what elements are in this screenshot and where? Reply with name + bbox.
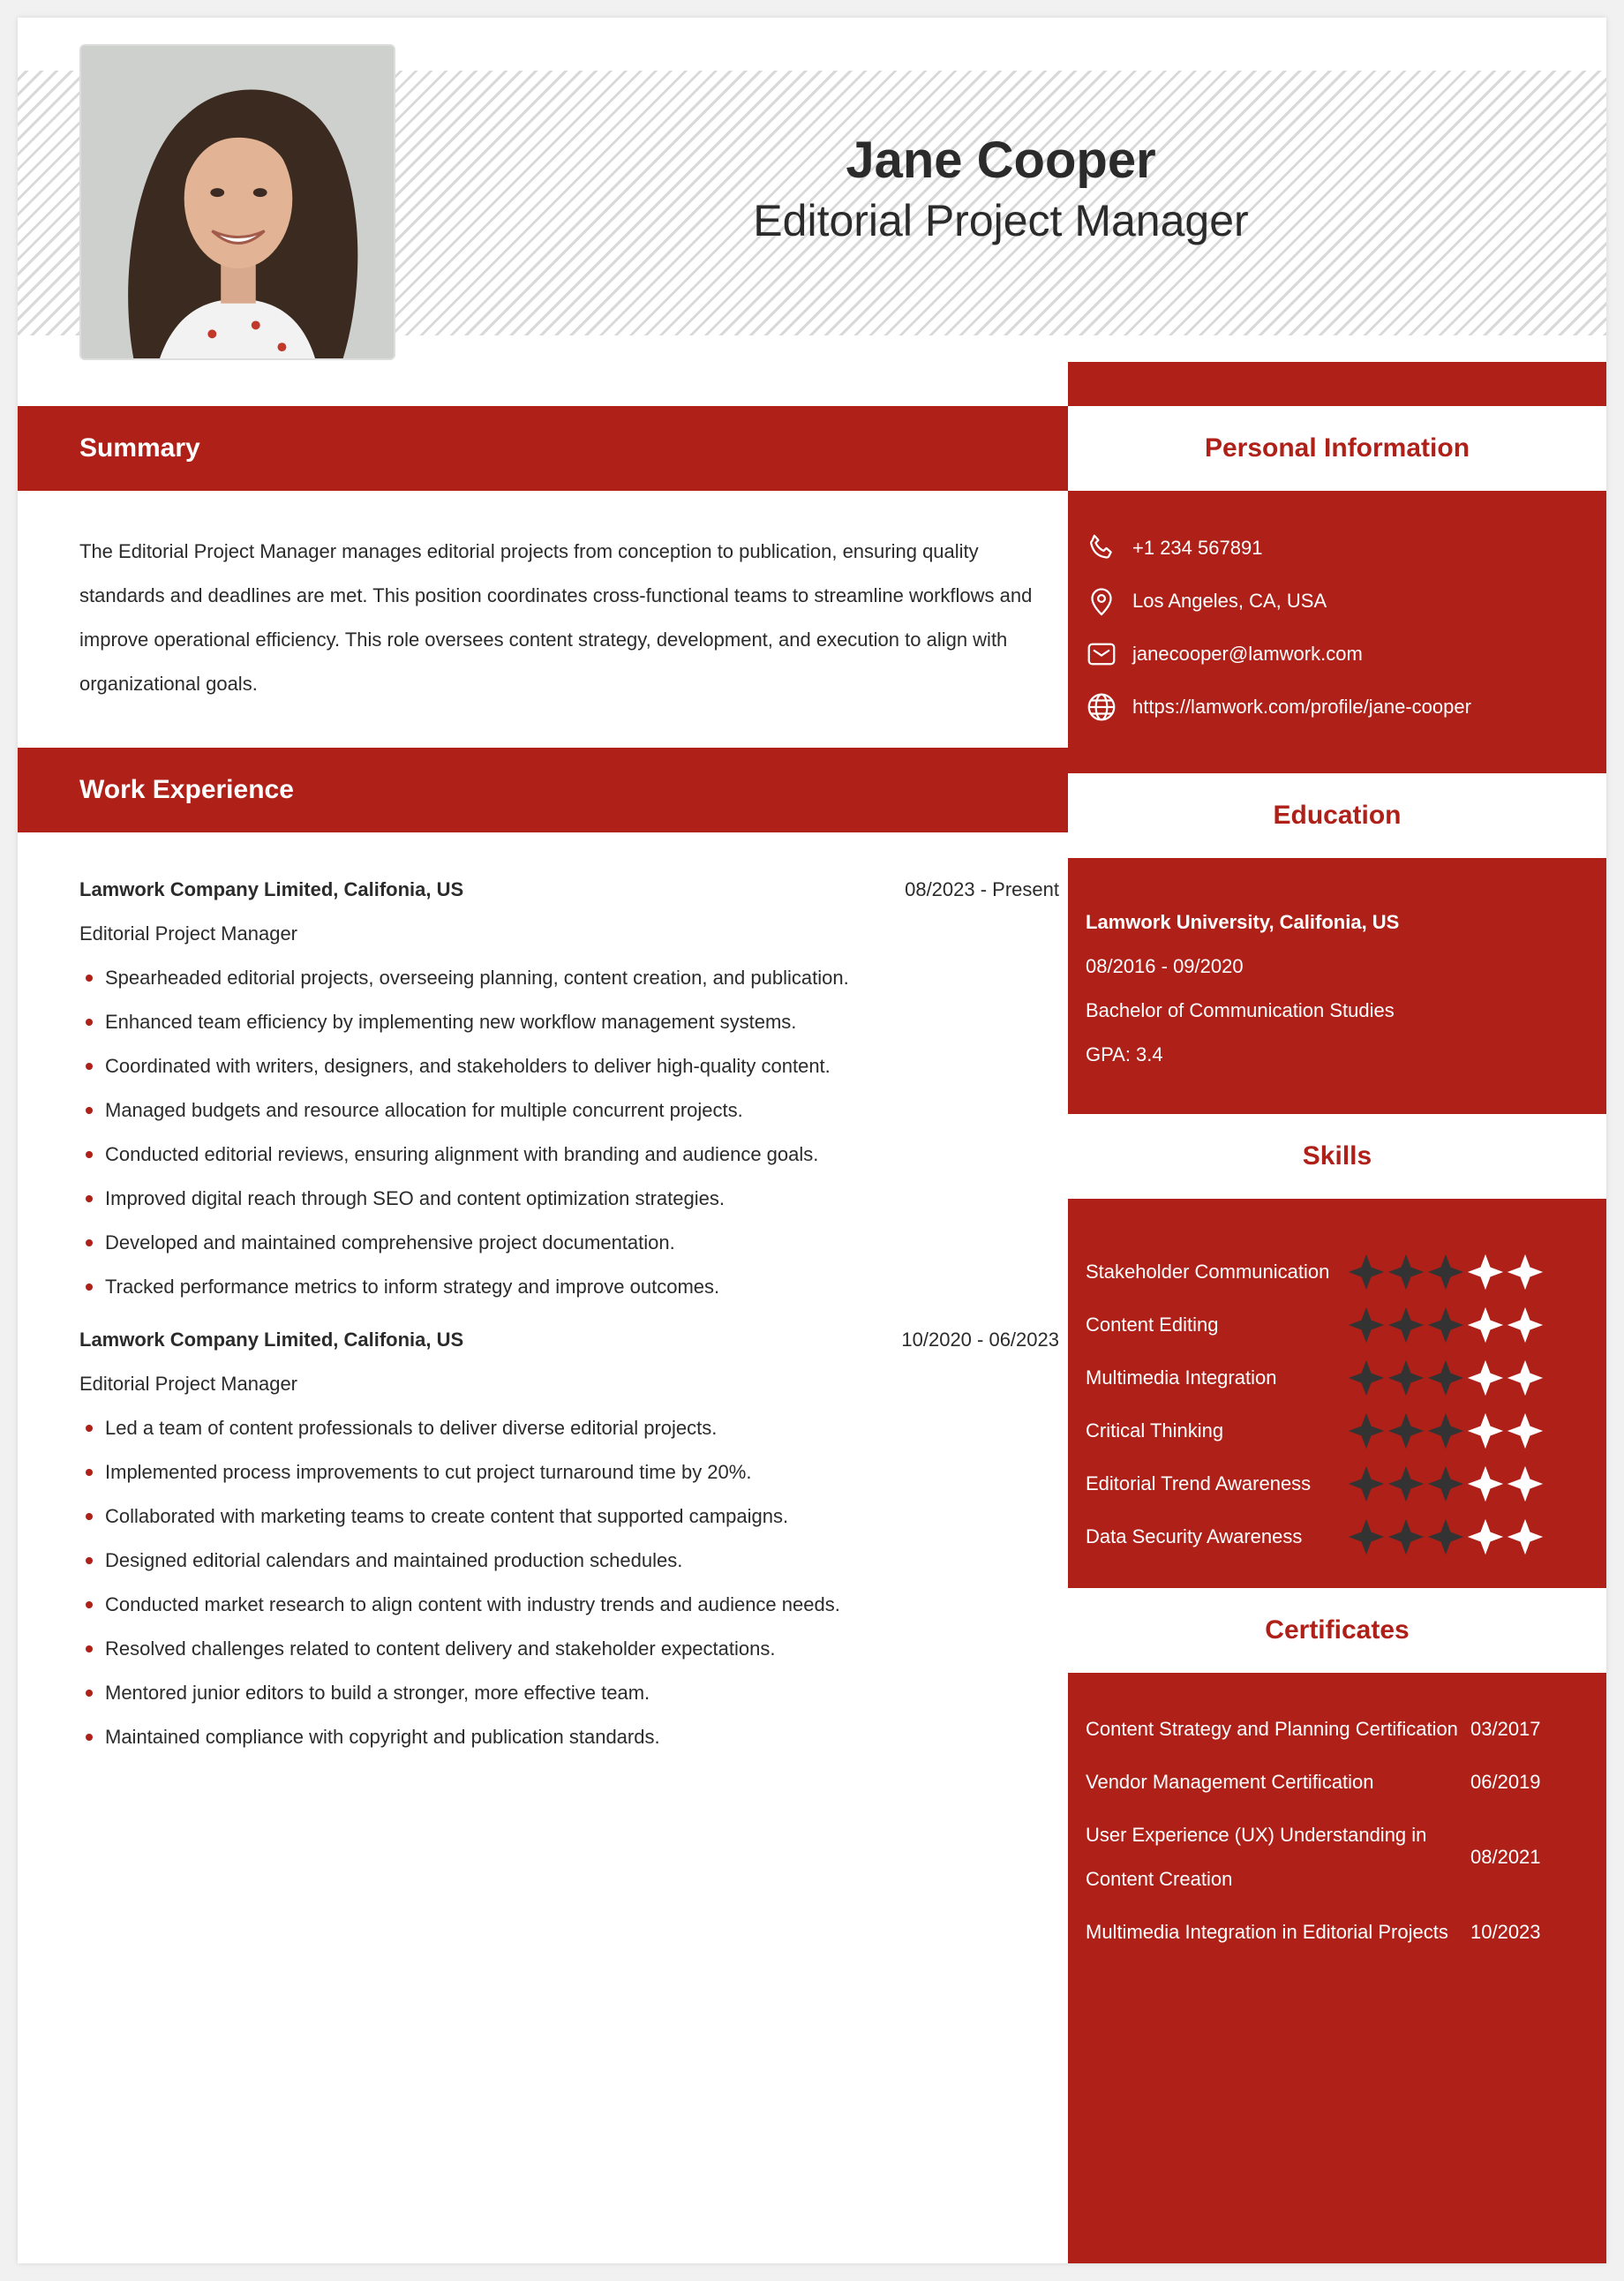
certificate-name: User Experience (UX) Understanding in Content Creation: [1086, 1824, 1427, 1890]
job-bullet: [79, 1000, 1059, 1044]
certificate-name: Content Strategy and Planning Certification: [1086, 1718, 1458, 1740]
bullet-dot: [86, 1734, 93, 1741]
job-bullet-text: Coordinated with writers, designers, and stakeholders to deliver high-quality content.: [105, 1055, 831, 1077]
bullet-dot: [86, 1601, 93, 1608]
job-bullet: [79, 1450, 1059, 1494]
star-filled-icon: [1347, 1359, 1386, 1397]
resume-page: [18, 18, 1606, 2263]
certificate-item: [1086, 1813, 1598, 1901]
contact-location: [1086, 583, 1327, 619]
skill-item: [1086, 1519, 1562, 1555]
job-bullet-text: Managed budgets and resource allocation for multiple concurrent projects.: [105, 1099, 743, 1121]
skill-name: Critical Thinking: [1086, 1419, 1224, 1442]
profile-photo: [79, 44, 395, 360]
summary-text: The Editorial Project Manager manages editorial projects from conception to publication, ensuring quality standards and deadlines are met. This position coordinates cross-functional teams to streamline workflows and improve operational efficiency. This role oversees content strategy, development, and execution to align with organizational goals.: [79, 540, 1033, 695]
star-empty-icon: [1466, 1517, 1505, 1556]
header-title-block: [395, 132, 1606, 250]
contact-phone: [1086, 531, 1262, 566]
skill-item: [1086, 1307, 1562, 1343]
skill-item: [1086, 1360, 1562, 1396]
job-entry: [79, 868, 1059, 1309]
star-filled-icon: [1426, 1412, 1465, 1450]
job-bullet: [79, 1221, 1059, 1265]
job-title: Editorial Project Manager: [79, 922, 298, 945]
star-empty-icon: [1506, 1306, 1545, 1344]
star-filled-icon: [1347, 1464, 1386, 1503]
skill-rating: [1347, 1359, 1545, 1397]
profile-photo-image: [81, 46, 394, 358]
job-bullet: [79, 1088, 1059, 1133]
skill-rating: [1347, 1253, 1545, 1291]
mail-icon: [1086, 638, 1117, 670]
work-experience-heading: Work Experience: [18, 748, 1068, 832]
job-bullet: [79, 1406, 1059, 1450]
job-bullet: [79, 1583, 1059, 1627]
star-empty-icon: [1506, 1253, 1545, 1291]
job-bullet-text: Developed and maintained comprehensive project documentation.: [105, 1231, 675, 1253]
job-bullets: [79, 956, 1059, 1309]
certificates-heading: Certificates: [1068, 1588, 1606, 1673]
certificate-date: 03/2017: [1470, 1718, 1541, 1740]
star-filled-icon: [1387, 1306, 1425, 1344]
skill-rating: [1347, 1412, 1545, 1450]
website-link[interactable]: https://lamwork.com/profile/jane-cooper: [1132, 696, 1471, 718]
bullet-dot: [86, 1513, 93, 1520]
job-bullet-text: Mentored junior editors to build a stronger, more effective team.: [105, 1682, 650, 1704]
bullet-dot: [86, 1690, 93, 1697]
job-company: Lamwork Company Limited, Califonia, US: [79, 878, 464, 900]
job-bullet: [79, 1177, 1059, 1221]
education-heading: Education: [1068, 773, 1606, 858]
star-filled-icon: [1426, 1517, 1465, 1556]
star-filled-icon: [1426, 1306, 1465, 1344]
skill-rating: [1347, 1306, 1545, 1344]
job-bullet-text: Improved digital reach through SEO and content optimization strategies.: [105, 1187, 725, 1209]
job-bullet: [79, 1627, 1059, 1671]
certificate-name: Vendor Management Certification: [1086, 1771, 1374, 1793]
bullet-dot: [86, 975, 93, 982]
certificate-date: 06/2019: [1470, 1771, 1541, 1793]
star-filled-icon: [1347, 1306, 1386, 1344]
globe-icon: [1086, 691, 1117, 723]
bullet-dot: [86, 1107, 93, 1114]
job-company: Lamwork Company Limited, Califonia, US: [79, 1329, 464, 1351]
certificate-item: [1086, 1707, 1598, 1751]
skill-name: Data Security Awareness: [1086, 1525, 1303, 1547]
skills-heading: Skills: [1068, 1114, 1606, 1199]
bullet-dot: [86, 1151, 93, 1158]
bullet-dot: [86, 1019, 93, 1026]
job-bullet: [79, 1671, 1059, 1715]
location-pin-icon: [1086, 585, 1117, 617]
contact-website: [1086, 689, 1471, 725]
bullet-dot: [86, 1469, 93, 1476]
email-link[interactable]: janecooper@lamwork.com: [1132, 643, 1363, 665]
bullet-dot: [86, 1645, 93, 1652]
bullet-dot: [86, 1557, 93, 1564]
star-empty-icon: [1506, 1517, 1545, 1556]
star-empty-icon: [1466, 1412, 1505, 1450]
bullet-dot: [86, 1195, 93, 1202]
star-filled-icon: [1387, 1517, 1425, 1556]
star-empty-icon: [1466, 1253, 1505, 1291]
summary-heading: Summary: [18, 406, 1068, 491]
job-header: [79, 868, 1059, 912]
job-bullet: [79, 1044, 1059, 1088]
star-empty-icon: [1466, 1359, 1505, 1397]
bullet-dot: [86, 1425, 93, 1432]
education-degree: Bachelor of Communication Studies: [1086, 999, 1395, 1021]
job-bullet: [79, 1133, 1059, 1177]
certificate-item: [1086, 1760, 1598, 1804]
star-filled-icon: [1347, 1517, 1386, 1556]
certificate-date: 10/2023: [1470, 1921, 1541, 1943]
job-dates: 10/2020 - 06/2023: [901, 1329, 1059, 1351]
job-bullets: [79, 1406, 1059, 1759]
phone-number: +1 234 567891: [1132, 537, 1263, 559]
education-school: Lamwork University, Califonia, US: [1086, 911, 1400, 933]
job-bullet-text: Resolved challenges related to content delivery and stakeholder expectations.: [105, 1637, 776, 1660]
job-entry: [79, 1318, 1059, 1759]
skill-rating: [1347, 1464, 1545, 1503]
job-bullet: [79, 1265, 1059, 1309]
star-filled-icon: [1387, 1359, 1425, 1397]
education-dates: 08/2016 - 09/2020: [1086, 955, 1244, 977]
star-empty-icon: [1506, 1412, 1545, 1450]
star-empty-icon: [1506, 1464, 1545, 1503]
candidate-title: Editorial Project Manager: [753, 195, 1249, 245]
star-filled-icon: [1387, 1412, 1425, 1450]
bullet-dot: [86, 1284, 93, 1291]
skill-rating: [1347, 1517, 1545, 1556]
job-title: Editorial Project Manager: [79, 1373, 298, 1395]
skill-name: Content Editing: [1086, 1314, 1219, 1336]
location-text: Los Angeles, CA, USA: [1132, 590, 1327, 612]
job-dates: 08/2023 - Present: [905, 878, 1059, 900]
bullet-dot: [86, 1063, 93, 1070]
star-filled-icon: [1426, 1464, 1465, 1503]
star-empty-icon: [1506, 1359, 1545, 1397]
job-bullet: [79, 956, 1059, 1000]
star-filled-icon: [1426, 1359, 1465, 1397]
star-filled-icon: [1347, 1412, 1386, 1450]
star-filled-icon: [1347, 1253, 1386, 1291]
certificate-date: 08/2021: [1470, 1846, 1541, 1868]
job-bullet-text: Enhanced team efficiency by implementing new workflow management systems.: [105, 1011, 797, 1033]
job-bullet-text: Conducted market research to align content with industry trends and audience needs.: [105, 1593, 840, 1615]
education-gpa: GPA: 3.4: [1086, 1043, 1163, 1065]
job-header: [79, 1318, 1059, 1362]
star-filled-icon: [1426, 1253, 1465, 1291]
bullet-dot: [86, 1239, 93, 1246]
job-bullet-text: Led a team of content professionals to deliver diverse editorial projects.: [105, 1417, 718, 1439]
certificate-name: Multimedia Integration in Editorial Projects: [1086, 1921, 1448, 1943]
skill-name: Stakeholder Communication: [1086, 1261, 1330, 1283]
job-bullet-text: Maintained compliance with copyright and publication standards.: [105, 1726, 660, 1748]
star-empty-icon: [1466, 1464, 1505, 1503]
star-empty-icon: [1466, 1306, 1505, 1344]
candidate-name: Jane Cooper: [846, 132, 1156, 189]
contact-email: [1086, 636, 1363, 672]
star-filled-icon: [1387, 1253, 1425, 1291]
phone-icon: [1086, 532, 1117, 564]
job-bullet-text: Designed editorial calendars and maintained production schedules.: [105, 1549, 683, 1571]
job-bullet: [79, 1494, 1059, 1539]
job-bullet-text: Conducted editorial reviews, ensuring alignment with branding and audience goals.: [105, 1143, 819, 1165]
certificate-item: [1086, 1910, 1598, 1954]
job-bullet-text: Implemented process improvements to cut project turnaround time by 20%.: [105, 1461, 752, 1483]
skill-name: Multimedia Integration: [1086, 1366, 1277, 1389]
personal-info-heading: Personal Information: [1068, 406, 1606, 491]
skill-item: [1086, 1413, 1562, 1449]
star-filled-icon: [1387, 1464, 1425, 1503]
job-bullet: [79, 1715, 1059, 1759]
job-bullet-text: Collaborated with marketing teams to create content that supported campaigns.: [105, 1505, 789, 1527]
skill-item: [1086, 1254, 1562, 1290]
skill-name: Editorial Trend Awareness: [1086, 1472, 1312, 1494]
job-bullet-text: Tracked performance metrics to inform strategy and improve outcomes.: [105, 1276, 720, 1298]
skill-item: [1086, 1466, 1562, 1502]
job-bullet: [79, 1539, 1059, 1583]
education-entry: [1086, 900, 1399, 1077]
job-bullet-text: Spearheaded editorial projects, overseeing planning, content creation, and publication.: [105, 967, 849, 989]
